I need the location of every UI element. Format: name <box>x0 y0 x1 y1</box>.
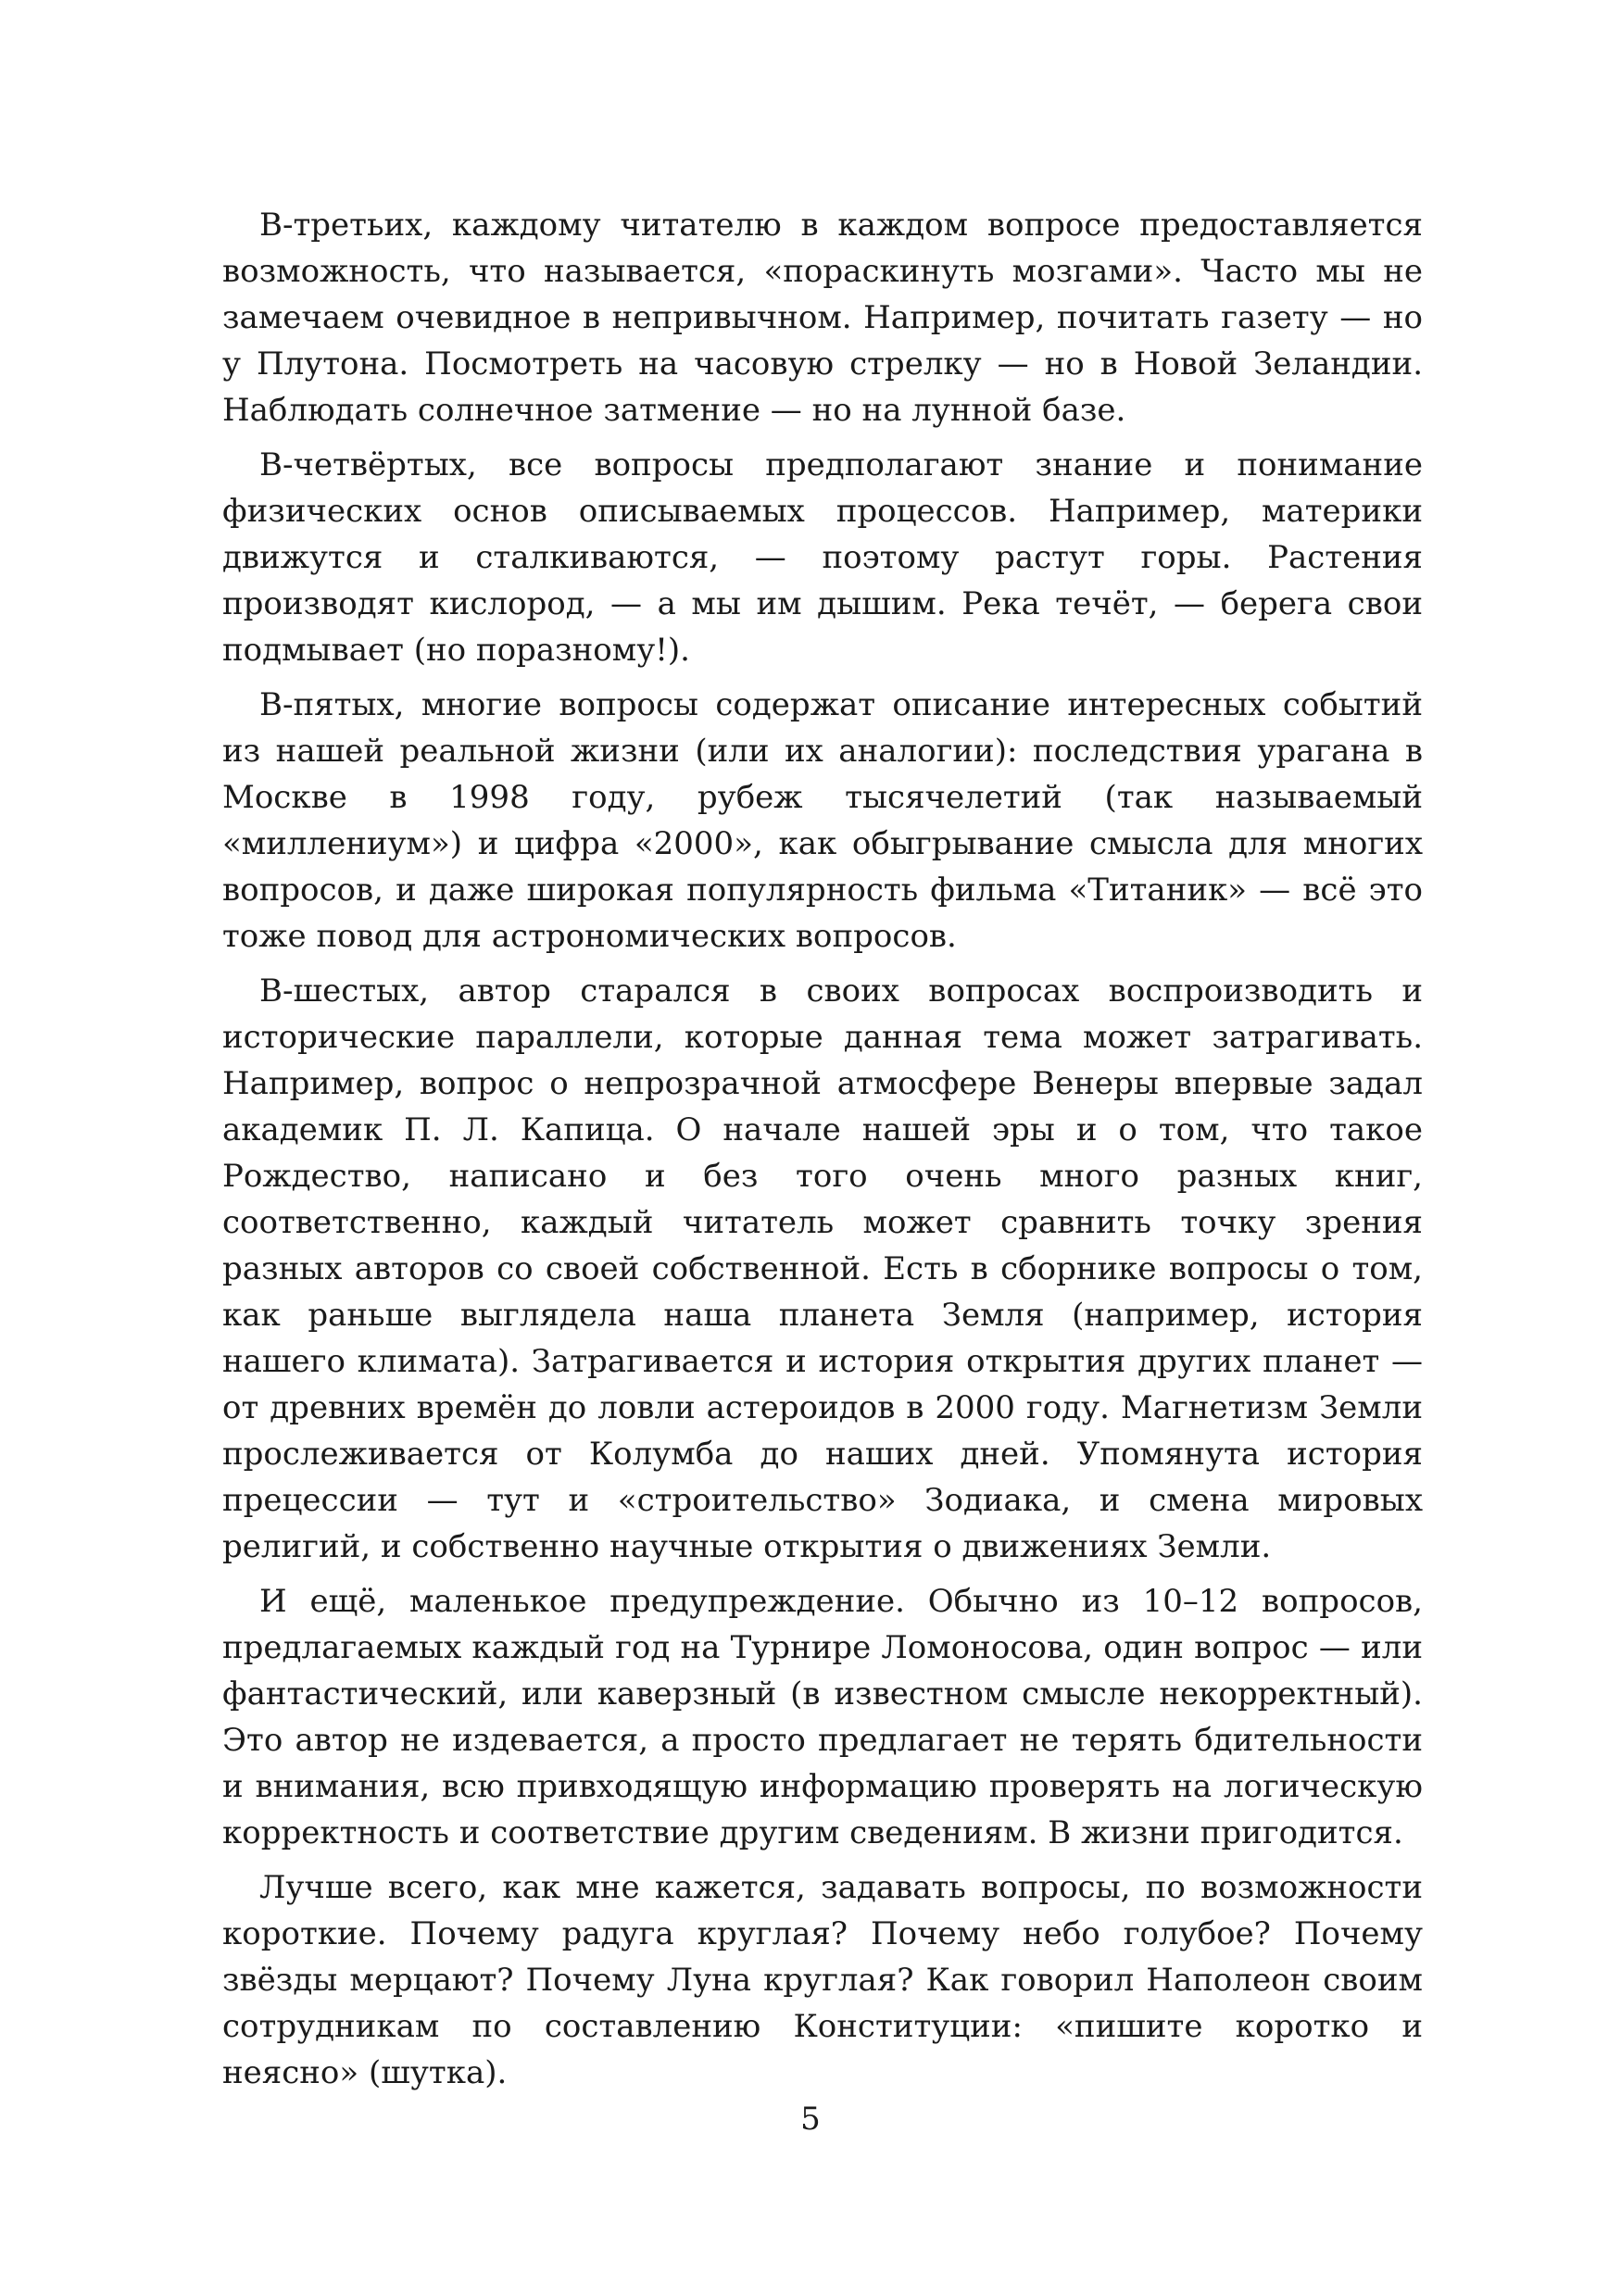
paragraph-5: И ещё, маленькое предупреждение. Обычно из 10–12 вопросов, предлагаемых каждый год на Турнире Ломоносова, один вопрос — или фантастический, или каверзный (в известном смысле некорректный). Это автор не издевается, а просто предлагает не терять бдительности и внимания, всю привходящую информацию проверять на логическую корректность и соответствие другим сведениям. В жизни пригодится. <box>222 1583 1423 1851</box>
body-text <box>222 202 1423 2104</box>
paragraph-3: В-пятых, многие вопросы содержат описание интересных событий из нашей реальной жизни (или их аналогии): последствия урагана в Москве в 1998 году, рубеж тысячелетий (так называемый «миллениум») и цифра «2000», как обыгрывание смысла для многих вопросов, и даже широкая популярность фильма «Титаник» — всё это тоже повод для астрономических вопросов. <box>222 686 1423 955</box>
page-number: 5 <box>800 2101 821 2138</box>
paragraph-2: В-четвёртых, все вопросы предполагают знание и понимание физических основ описываемых процессов. Например, материки движутся и сталкиваются, — поэтому растут горы. Растения производят кислород, — а мы им дышим. Река течёт, — берега свои подмывает (но поразному!). <box>222 446 1423 669</box>
paragraph-4: В-шестых, автор старался в своих вопросах воспроизводить и исторические параллели, которые данная тема может затрагивать. Например, вопрос о непрозрачной атмосфере Венеры впервые задал академик П. Л. Капица. О начале нашей эры и о том, что такое Рождество, написано и без того очень много разных книг, соответственно, каждый читатель может сравнить точку зрения разных авторов со своей собственной. Есть в сборнике вопросы о том, как раньше выглядела наша планета Земля (например, история нашего климата). Затрагивается и история открытия других планет — от древних времён до ловли астероидов в 2000 году. Магнетизм Земли прослеживается от Колумба до наших дней. Упомянута история прецессии — тут и «строительство» Зодиака, и смена мировых религий, и собственно научные открытия о движениях Земли. <box>222 972 1423 1565</box>
paragraph-1: В-третьих, каждому читателю в каждом вопросе предоставляется возможность, что называется, «пораскинуть мозгами». Часто мы не замечаем очевидное в непривычном. Например, почитать газету — но у Плутона. Посмотреть на часовую стрелку — но в Новой Зеландии. Наблюдать солнечное затмение — но на лунной базе. <box>222 207 1423 429</box>
paragraph-6: Лучше всего, как мне кажется, задавать вопросы, по возможности короткие. Почему радуга круглая? Почему небо голубое? Почему звёзды мерцают? Почему Луна круглая? Как говорил Наполеон своим сотрудникам по составлению Конституции: «пишите коротко и неясно» (шутка). <box>222 1869 1423 2091</box>
